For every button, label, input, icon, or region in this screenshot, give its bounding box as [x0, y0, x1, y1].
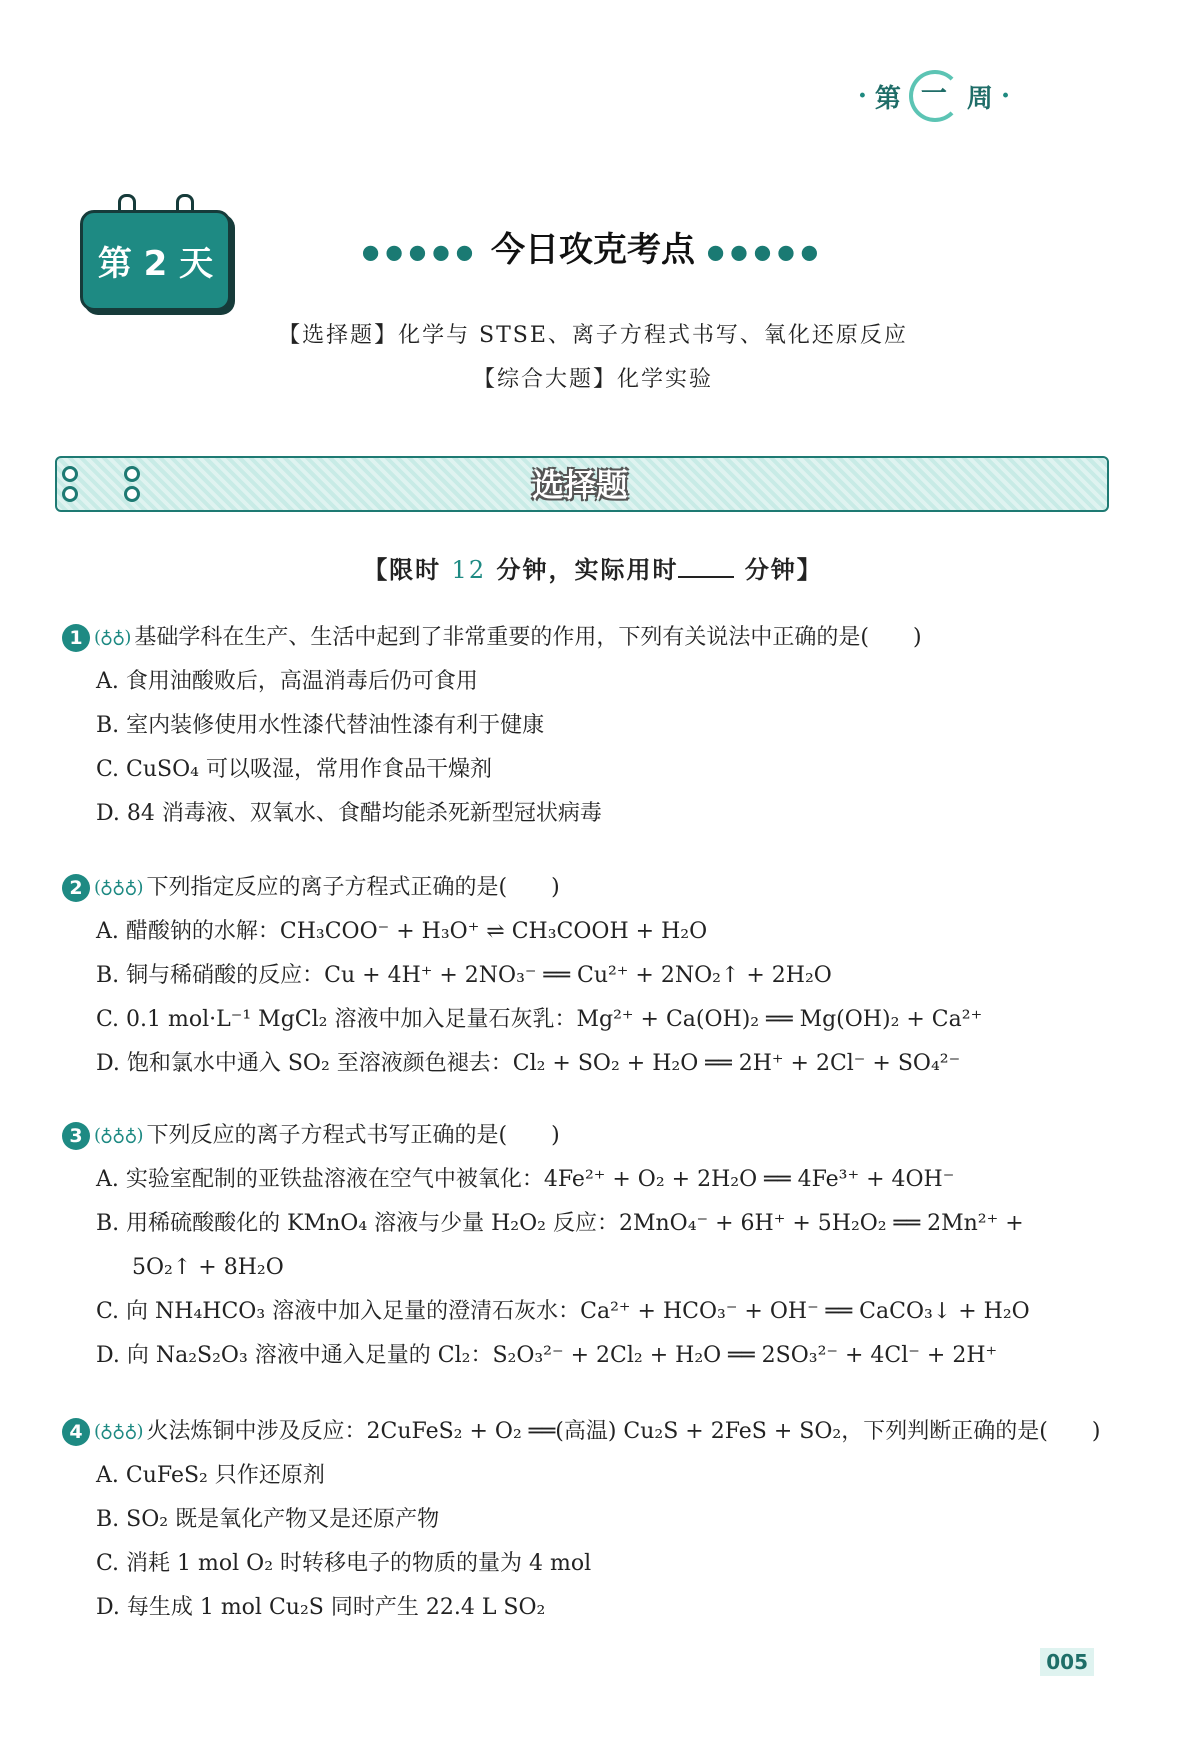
actual-time-blank[interactable]: [678, 554, 734, 578]
dots-left-icon: ●●●●●: [361, 239, 480, 264]
question-number-badge: 2: [62, 874, 90, 902]
question-1: [62, 616, 1122, 836]
option-b-continued: 5O₂↑ + 8H₂O: [132, 1255, 284, 1280]
difficulty-icon: (♁♁♁): [94, 877, 143, 898]
question-number-badge: 4: [62, 1418, 90, 1446]
timer-mid: 分钟，实际用时: [496, 555, 679, 584]
option-b[interactable]: B. 铜与稀硝酸的反应：Cu + 4H⁺ + 2NO₃⁻ ══ Cu²⁺ + 2NO₂↑ + 2H₂O: [96, 963, 832, 988]
difficulty-icon: (♁♁♁): [94, 1421, 143, 1442]
week-label: [852, 70, 1018, 122]
day-badge-label: 第 2 天: [97, 244, 214, 284]
week-suffix: 周: [966, 83, 995, 114]
timer-pre: 【限时: [363, 555, 442, 584]
dot-icon: ·: [857, 81, 869, 111]
week-prefix: 第: [874, 83, 903, 114]
question-stem: 下列反应的离子方程式书写正确的是( ): [146, 1123, 560, 1148]
difficulty-icon: (♁♁): [94, 627, 131, 648]
option-b[interactable]: B. 室内装修使用水性漆代替油性漆有利于健康: [96, 713, 545, 738]
question-4: [62, 1410, 1122, 1630]
difficulty-icon: (♁♁♁): [94, 1125, 143, 1146]
option-d[interactable]: D. 每生成 1 mol Cu₂S 同时产生 22.4 L SO₂: [96, 1595, 546, 1620]
option-d[interactable]: D. 向 Na₂S₂O₃ 溶液中通入足量的 Cl₂：S₂O₃²⁻ + 2Cl₂ + H₂O ══ 2SO₃²⁻ + 4Cl⁻ + 2H⁺: [96, 1343, 998, 1368]
question-stem: 下列指定反应的离子方程式正确的是( ): [146, 875, 560, 900]
option-c[interactable]: C. CuSO₄ 可以吸湿，常用作食品干燥剂: [96, 757, 492, 782]
question-number-badge: 1: [62, 624, 90, 652]
option-a[interactable]: A. 实验室配制的亚铁盐溶液在空气中被氧化：4Fe²⁺ + O₂ + 2H₂O ══ 4Fe³⁺ + 4OH⁻: [96, 1167, 955, 1192]
question-stem: 火法炼铜中涉及反应：2CuFeS₂ + O₂ ══(高温) Cu₂S + 2FeS + SO₂，下列判断正确的是( ): [146, 1419, 1101, 1444]
option-a[interactable]: A. 醋酸钠的水解：CH₃COO⁻ + H₃O⁺ ⇌ CH₃COOH + H₂O: [96, 919, 708, 944]
section-title: 选择题: [531, 466, 628, 504]
timer-post: 分钟】: [744, 555, 823, 584]
question-2: [62, 866, 1122, 1086]
option-c[interactable]: C. 0.1 mol·L⁻¹ MgCl₂ 溶液中加入足量石灰乳：Mg²⁺ + Ca(OH)₂ ══ Mg(OH)₂ + Ca²⁺: [96, 1007, 983, 1032]
option-a[interactable]: A. 食用油酸败后，高温消毒后仍可食用: [96, 669, 478, 694]
time-limit: [0, 550, 1186, 585]
dot-icon: ·: [1000, 81, 1012, 111]
timer-minutes: 12: [451, 556, 487, 584]
option-c[interactable]: C. 消耗 1 mol O₂ 时转移电子的物质的量为 4 mol: [96, 1551, 592, 1576]
heading-text: 今日攻克考点: [491, 230, 695, 270]
topics-line-2: 【综合大题】化学实验: [472, 367, 713, 392]
option-d[interactable]: D. 84 消毒液、双氧水、食醋均能杀死新型冠状病毒: [96, 801, 602, 826]
page-number: 005: [1040, 1648, 1094, 1676]
page-heading: [0, 222, 1186, 271]
option-b[interactable]: B. SO₂ 既是氧化产物又是还原产物: [96, 1507, 440, 1532]
question-3: [62, 1114, 1122, 1378]
option-d[interactable]: D. 饱和氯水中通入 SO₂ 至溶液颜色褪去：Cl₂ + SO₂ + H₂O ══ 2H⁺ + 2Cl⁻ + SO₄²⁻: [96, 1051, 961, 1076]
week-number: 一: [909, 70, 961, 122]
question-stem: 基础学科在生产、生活中起到了非常重要的作用，下列有关说法中正确的是( ): [134, 625, 922, 650]
dots-right-icon: ●●●●●: [706, 239, 825, 264]
option-c[interactable]: C. 向 NH₄HCO₃ 溶液中加入足量的澄清石灰水：Ca²⁺ + HCO₃⁻ + OH⁻ ══ CaCO₃↓ + H₂O: [96, 1299, 1030, 1324]
option-a[interactable]: A. CuFeS₂ 只作还原剂: [96, 1463, 325, 1488]
option-b[interactable]: B. 用稀硫酸酸化的 KMnO₄ 溶液与少量 H₂O₂ 反应：2MnO₄⁻ + 6H⁺ + 5H₂O₂ ══ 2Mn²⁺ +: [96, 1211, 1024, 1236]
question-number-badge: 3: [62, 1122, 90, 1150]
topics-line-1: 【选择题】化学与 STSE、离子方程式书写、氧化还原反应: [278, 323, 908, 348]
